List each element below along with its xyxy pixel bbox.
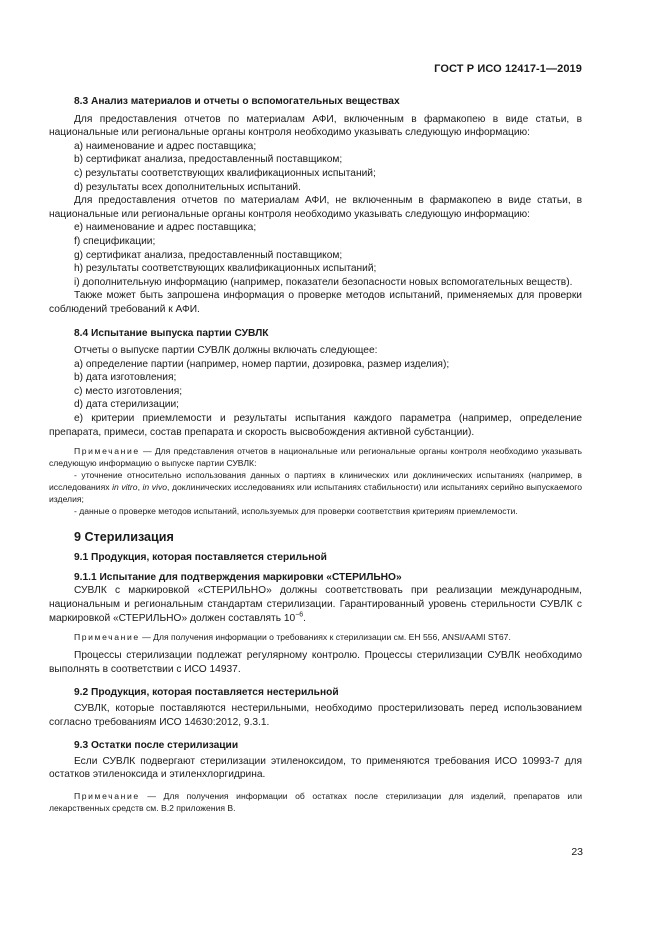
s93-paragraph: Если СУВЛК подвергают стерилизации этиленоксидом, то применяются требования ИСО 10993-7 для остатков этиленоксида и этиленхлоргидрина. [49,755,582,781]
note-bullet-italic: in vivo [142,482,168,493]
s83-paragraph-1: Для предоставления отчетов по материалам АФИ, включенным в фармакопею в виде статьи, в национальные или региональные органы контроля необходимо указывать следующую информацию: [49,113,582,139]
note-batch-release [49,445,582,469]
note-bullet-2: - данные о проверке методов испытаний, используемых для проверки соответствия критериям приемлемости. [74,506,518,517]
s911-exponent: −6 [295,611,304,619]
page-number: 23 [571,846,583,858]
note-residues [49,790,582,814]
section-8-4-heading: 8.4 Испытание выпуска партии СУВЛК [74,327,269,339]
list-item: h) результаты соответствующих квалификационных испытаний; [74,263,377,275]
document-body [49,91,582,814]
s9-process-paragraph: Процессы стерилизации подлежат регулярному контролю. Процессы стерилизации СУВЛК необходимо выполнять в соответствии с ИСО 14937. [49,650,582,675]
note-bullet-italic: in vitro [112,482,138,493]
section-8-3-heading: 8.3 Анализ материалов и отчеты о вспомогательных веществах [74,96,400,107]
s911-paragraph [49,584,582,625]
s84-paragraph-1: Отчеты о выпуске партии СУВЛК должны включать следующее: [74,345,378,357]
list-item: g) сертификат анализа, предоставленный поставщиком; [74,249,343,261]
list-item: e) наименование и адрес поставщика; [74,222,257,234]
note-bullet-text: - уточнение относительно использования данных о партиях в клинических или доклинических испытаниях (например, в исследованиях [49,470,582,493]
s92-paragraph: СУВЛК, которые поставляются нестерильными, необходимо простерилизовать перед использованием согласно требованиям ИСО 14630:2012, 9.3.1. [49,703,582,728]
list-item: a) определение партии (например, номер партии, дозировка, размер изделия); [74,358,450,370]
note-bullet-separator: , [137,482,143,493]
note-bullet-1 [49,469,582,505]
note-sterilization [49,631,582,643]
list-item: b) сертификат анализа, предоставленный поставщиком; [74,154,343,166]
section-9-2-heading: 9.2 Продукция, которая поставляется нестерильной [74,687,339,699]
note-label: Примечание [74,790,140,801]
note-bullet-text: , доклинических исследованиях или испытаниях стабильности) или испытаниях серийно выпускаемого изделия; [49,482,583,505]
list-item: d) результаты всех дополнительных испытаний. [74,181,301,193]
document-header: ГОСТ Р ИСО 12417-1—2019 [434,63,582,75]
list-item: f) спецификации; [74,235,156,247]
list-item: c) результаты соответствующих квалификационных испытаний; [74,167,376,179]
list-item-e: e) критерии приемлемости и результаты испытания каждого параметра (например, определение препарата, примеси, состав препарата и скорость высвобождения активной субстанции). [49,413,582,438]
note-label: Примечание [74,446,140,457]
list-item: d) дата стерилизации; [74,399,180,411]
note-text: — Для представления отчетов в национальные или региональные органы контроля необходимо указывать следующую информацию о выпуске партии СУВЛК: [49,446,582,469]
note-text: — Для получения информации об остатках после стерилизации для изделий, препаратов или лекарственных средств см. В.2 приложения В. [49,790,582,813]
list-item: a) наименование и адрес поставщика; [74,140,257,152]
section-9-1-1-heading: 9.1.1 Испытание для подтверждения маркировки «СТЕРИЛЬНО» [74,571,402,583]
s83-paragraph-3: Также может быть запрошена информация о проверке методов испытаний, применяемых для проверки соблюдений требований к АФИ. [49,290,582,315]
note-text: — Для получения информации о требованиях к стерилизации см. ЕН 556, ANSI/AAMI ST67. [139,632,511,643]
list-item-i: i) дополнительную информацию (например, показатели безопасности новых вспомогательных веществ). [74,276,573,288]
section-9-1-heading: 9.1 Продукция, которая поставляется стерильной [74,552,327,564]
list-item: c) место изготовления; [74,385,183,397]
s911-end: . [303,612,307,624]
s83-paragraph-2: Для предоставления отчетов по материалам АФИ, не включенным в фармакопею в виде статьи, в национальные или региональные органы контроля необходимо указывать следующую информацию: [49,195,582,220]
note-label: Примечание [74,632,140,643]
section-9-3-heading: 9.3 Остатки после стерилизации [74,740,239,752]
section-9-heading: 9 Стерилизация [74,530,174,545]
list-item: b) дата изготовления; [74,372,177,384]
s911-text: СУВЛК с маркировкой «СТЕРИЛЬНО» должны соответствовать при реализации международным, национальным и региональным стандартам стерилизации. Гарантированный уровень стерильности СУВЛК с маркировкой «СТЕРИЛЬНО» должен составлять 10 [49,585,582,624]
